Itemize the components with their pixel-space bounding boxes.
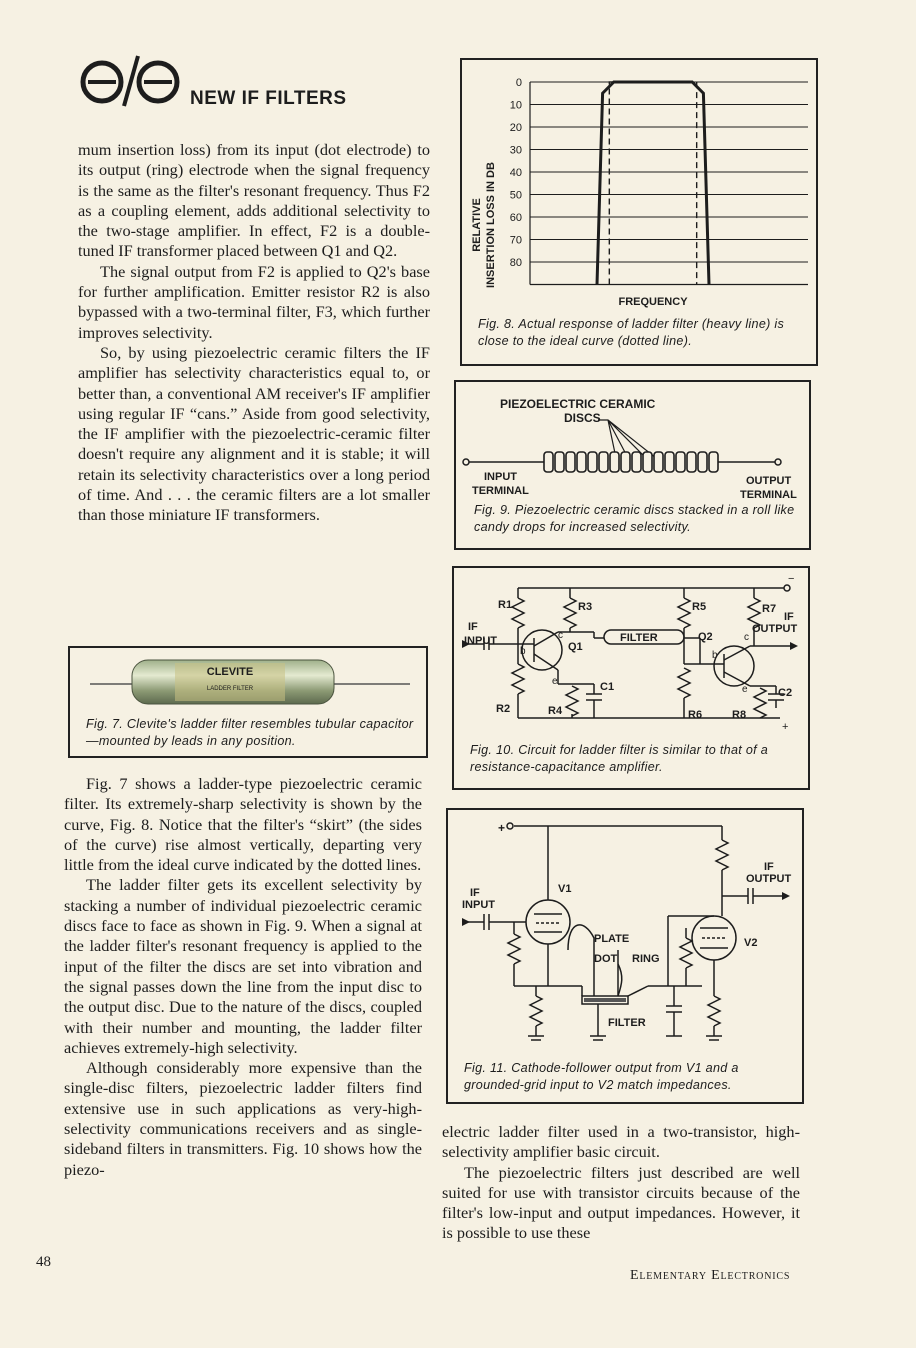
ceramic-disc [687, 452, 696, 472]
insertion-loss-chart [462, 60, 816, 310]
dot-label: DOT [594, 953, 618, 965]
ceramic-disc [599, 452, 608, 472]
y-tick-label: 70 [509, 234, 522, 247]
q1-label: Q1 [568, 641, 583, 653]
paragraph: mum insertion loss) from its input (dot electrode) to its output (ring) electrode when the signal frequency is the same as the filter's resonant frequency. Thus F2 as a coupling element, adds additional selectivity to the two-stage amplifier. In effect, F2 is a double-tuned IF transformer placed between Q1 and Q2. [78, 140, 430, 261]
ceramic-disc [665, 452, 674, 472]
if-output-label-line2: OUTPUT [752, 623, 798, 635]
fig7-product-label: LADDER FILTER [206, 686, 254, 692]
ceramic-disc [621, 452, 630, 472]
figure-9 [454, 380, 811, 550]
q1-base-label: b [520, 646, 526, 657]
ceramic-disc [654, 452, 663, 472]
r1-label: R1 [498, 599, 513, 611]
filter-label: FILTER [620, 632, 658, 644]
c1-label: C1 [600, 681, 615, 693]
article-title: NEW IF FILTERS [190, 88, 347, 109]
filter-label: FILTER [608, 1017, 646, 1029]
ceramic-disc [566, 452, 575, 472]
page-number: 48 [36, 1254, 51, 1270]
y-tick-label: 80 [509, 257, 522, 269]
figure-10 [452, 566, 810, 790]
q2-label: Q2 [698, 631, 713, 643]
q2-emitter-label: e [742, 684, 748, 695]
right-column-bottom-text [442, 1122, 800, 1244]
input-terminal-label-line2: TERMINAL [472, 485, 529, 497]
if-output-label-line1: IF [764, 861, 774, 873]
y-tick-label: 30 [509, 144, 522, 157]
r5-label: R5 [692, 601, 707, 613]
input-terminal-label-line1: INPUT [484, 471, 517, 483]
supply-minus-label: − [788, 573, 795, 585]
y-tick-label: 50 [509, 189, 522, 202]
q2-base-label: b [712, 650, 718, 661]
left-column-top-text [78, 140, 430, 526]
q2-collector-label: c [744, 632, 749, 643]
figure-11-caption: Fig. 11. Cathode-follower output from V1 and a grounded-grid input to V2 match impedances. [464, 1061, 739, 1092]
publication-name: Elementary Electronics [630, 1268, 791, 1283]
figure-7 [68, 646, 428, 758]
magazine-logo [80, 50, 180, 110]
paragraph: Although considerably more expensive than the single-disc filters, piezoelectric ladder filters find extensive use in such applications as very-high-selectivity communications receivers and as single-sideband filters in transmitters. Fig. 10 shows how the piezo- [64, 1058, 422, 1179]
y-tick-label: 20 [509, 122, 522, 134]
ceramic-disc [709, 452, 718, 472]
ceramic-disc [555, 452, 564, 472]
figure-9-caption: Fig. 9. Piezoelectric ceramic discs stacked in a roll like candy drops for increased selectivity. [474, 503, 795, 534]
paragraph: Fig. 7 shows a ladder-type piezoelectric ceramic filter. Its extremely-sharp selectivity is shown by the curve, Fig. 8. Notice that the filter's “skirt” (the sides of the curve) rise almost vertically, departing very little from the ideal curve indicated by the dotted lines. [64, 774, 422, 875]
supply-plus-label: + [498, 821, 506, 835]
figure-10-caption: Fig. 10. Circuit for ladder filter is similar to that of a resistance-capacitance amplifier. [470, 743, 769, 774]
r8-label: R8 [732, 709, 747, 721]
if-input-label-line2: INPUT [462, 899, 495, 911]
ceramic-disc [698, 452, 707, 472]
output-terminal-label-line1: OUTPUT [746, 475, 792, 487]
ceramic-disc [632, 452, 641, 472]
ceramic-disc [588, 452, 597, 472]
ceramic-disc [544, 452, 553, 472]
r2-label: R2 [496, 703, 511, 715]
ladder-disc-stack-diagram [456, 382, 809, 500]
if-input-label-line2: INPUT [464, 635, 497, 647]
if-output-label-line2: OUTPUT [746, 873, 792, 885]
paragraph: So, by using piezoelectric ceramic filters the IF amplifier has selectivity characteristics equal to, or better than, a conventional AM receiver's IF amplifier using regular IF “cans.” Aside from good selectivity, the IF amplifier with the piezoelectric-ceramic filter doesn't require any alignment and it is stable; it will retain its selectivity characteristics over a long period of time. And . . . the ceramic filters are a lot smaller than those miniature IF transformers. [78, 342, 430, 525]
figure-11 [446, 808, 804, 1104]
fig9-title-line2: DISCS [564, 411, 601, 425]
ceramic-disc [643, 452, 652, 472]
r6-label: R6 [688, 709, 703, 721]
r7-label: R7 [762, 603, 777, 615]
vacuum-tube-filter-schematic [448, 810, 802, 1052]
transistor-amplifier-schematic [454, 568, 808, 740]
y-tick-label: 0 [515, 77, 522, 89]
ring-label: RING [632, 953, 660, 965]
figure-8-caption: Fig. 8. Actual response of ladder filter (heavy line) is close to the ideal curve (dotted line). [478, 317, 785, 348]
plate-label: PLATE [594, 933, 630, 945]
figure-8 [460, 58, 818, 366]
c2-label: C2 [778, 687, 793, 699]
output-terminal-label-line2: TERMINAL [740, 489, 797, 500]
supply-plus-label: + [782, 721, 789, 733]
x-axis-label: FREQUENCY [618, 296, 688, 308]
y-axis-label-line2: INSERTION LOSS IN DB [485, 162, 497, 288]
q1-emitter-label: e [552, 676, 558, 687]
left-column-bottom-text [64, 774, 422, 1180]
if-output-label-line1: IF [784, 611, 794, 623]
y-tick-label: 40 [509, 167, 522, 179]
ideal-response-curve [609, 82, 696, 285]
ceramic-disc [676, 452, 685, 472]
paragraph: The piezoelectric filters just described are well suited for use with transistor circuits because of the filter's low-input and output impedances. However, it is possible to use these [442, 1162, 800, 1243]
ladder-filter-photo [70, 648, 426, 712]
if-input-label-line1: IF [470, 887, 480, 899]
paragraph: The ladder filter gets its excellent selectivity by stacking a number of individual piezoelectric ceramic discs face to face as shown in Fig. 9. When a signal at the ladder filter's resonant frequency is applied to the input of the filter the discs are set into vibration and the signal passes down the line from the input disc to the output disc. Due to the nature of the discs, coupled with their number and mounting, the ladder filter achieves extremely-high selectivity. [64, 875, 422, 1057]
r4-label: R4 [548, 705, 563, 717]
fig7-brand-label: CLEVITE [206, 666, 254, 678]
ceramic-disc [610, 452, 619, 472]
if-input-label-line1: IF [468, 621, 478, 633]
r3-label: R3 [578, 601, 593, 613]
actual-response-curve [597, 82, 709, 285]
paragraph: electric ladder filter used in a two-transistor, high-selectivity amplifier basic circuit. [442, 1122, 800, 1162]
v2-label: V2 [744, 937, 758, 949]
y-tick-label: 10 [509, 99, 522, 112]
paragraph: The signal output from F2 is applied to Q2's base for further amplification. Emitter resistor R2 is also bypassed with a two-terminal filter, F3, which further improves selectivity. [78, 261, 430, 342]
y-axis-label-line1: RELATIVE [471, 198, 483, 252]
v1-label: V1 [558, 883, 572, 895]
figure-7-caption: Fig. 7. Clevite's ladder filter resembles tubular capacitor—mounted by leads in any position. [86, 717, 414, 748]
q1-collector-label: c [558, 630, 563, 641]
fig9-title-line1: PIEZOELECTRIC CERAMIC [500, 397, 656, 411]
y-tick-label: 60 [509, 212, 522, 224]
ceramic-disc [577, 452, 586, 472]
